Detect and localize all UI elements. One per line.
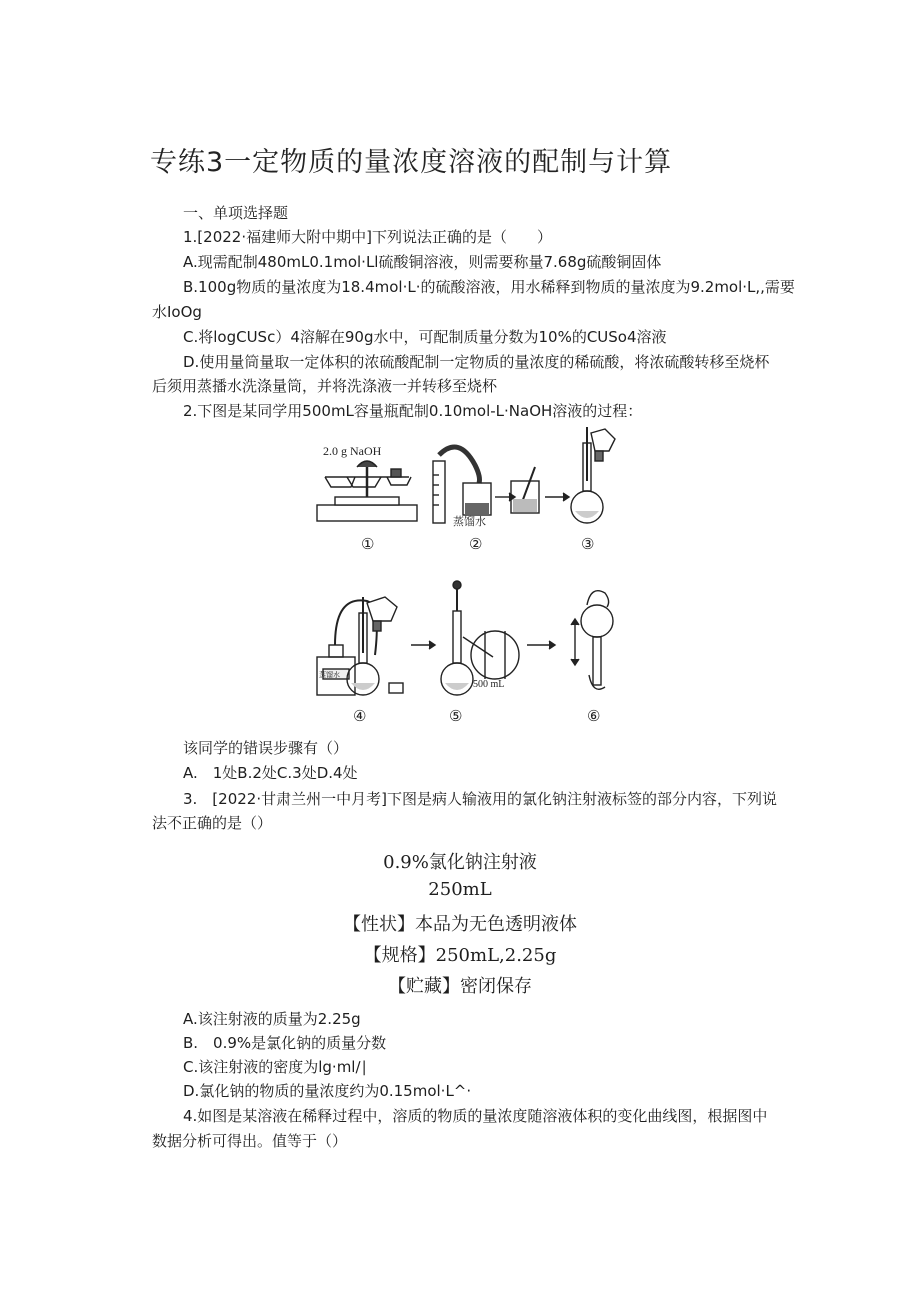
q1-option-c: C.将logCUSc）4溶解在90g水中，可配制质量分数为10%的CUSo4溶液 [183,328,667,346]
step-5-label: ⑤ [449,709,463,725]
naoh-label: 2.0 g NaOH [323,444,382,458]
q1-stem: 1.[2022·福建师大附中期中]下列说法正确的是（ ） [183,228,552,246]
label-property: 【性状】本品为无色透明液体 [343,914,577,935]
q3-option-d: D.氯化钠的物质的量浓度约为0.15mol·L^· [183,1082,472,1100]
step-3-label: ③ [581,537,595,553]
page-title: 专练3一定物质的量浓度溶液的配制与计算 [150,147,673,178]
step-6-label: ⑥ [587,709,601,725]
q2-ask: 该同学的错误步骤有（） [183,739,349,757]
volume-mark-label: 500 mL [473,679,505,690]
q2-options: A. 1处B.2处C.3处D.4处 [183,764,358,782]
section-heading: 一、单项选择题 [183,204,289,222]
q1-option-a: A.现需配制480mL0.1mol·Ll硫酸铜溶液，则需要称量7.68g硫酸铜固体 [183,253,662,271]
step-1-label: ① [361,537,375,553]
volumetric-flask-icon [571,427,615,523]
label-storage: 【贮藏】密闭保存 [388,976,532,997]
q1-option-b-line1: B.100g物质的量浓度为18.4mol·L·的硫酸溶液，用水稀释到物质的量浓度为9.2mol·L,,需要 [183,278,795,296]
flask-step5-icon [441,581,519,695]
q1-option-d-line2: 后须用蒸播水洗涤量筒，并将洗涤液一并转移至烧杯 [152,377,498,395]
label-name: 0.9%氯化钠注射液 [383,852,537,873]
q3-stem-line2: 法不正确的是（） [152,814,273,832]
water-label: 蒸馏水 [453,516,486,528]
step-2-label: ② [469,537,483,553]
q4-stem-line1: 4.如图是某溶液在稀释过程中，溶质的物质的量浓度随溶液体积的变化曲线图，根据图中 [183,1107,768,1125]
q4-stem-line2: 数据分析可得出。值等于（） [152,1132,348,1150]
bottle-label: 蒸馏水 [319,671,340,679]
q1-option-b-line2: 水IoOg [152,303,202,321]
label-volume: 250mL [428,879,492,900]
beaker-icon [511,467,539,513]
q1-option-d-line1: D.使用量筒量取一定体积的浓硫酸配制一定物质的量浓度的稀硫酸，将浓硫酸转移至烧杯 [183,353,770,371]
step-4-label: ④ [353,709,367,725]
q2-stem: 2.下图是某同学用500mL容量瓶配制0.10mol-L·NaOH溶液的过程： [183,402,643,420]
q3-option-a: A.该注射液的质量为2.25g [183,1010,361,1028]
q3-option-c: C.该注射液的密度为lg·ml∕∣ [183,1058,369,1076]
balance-icon [317,461,417,521]
label-spec: 【规格】250mL,2.25g [363,945,557,966]
q3-option-b: B. 0.9%是氯化钠的质量分数 [183,1034,387,1052]
graduated-cylinder-icon [433,447,491,523]
q3-stem-line1: 3. [2022·甘肃兰州一中月考]下图是病人输液用的氯化钠注射液标签的部分内容，下列说 [183,790,777,808]
flask-invert-icon [571,591,613,690]
preparation-steps-figure [305,425,635,730]
